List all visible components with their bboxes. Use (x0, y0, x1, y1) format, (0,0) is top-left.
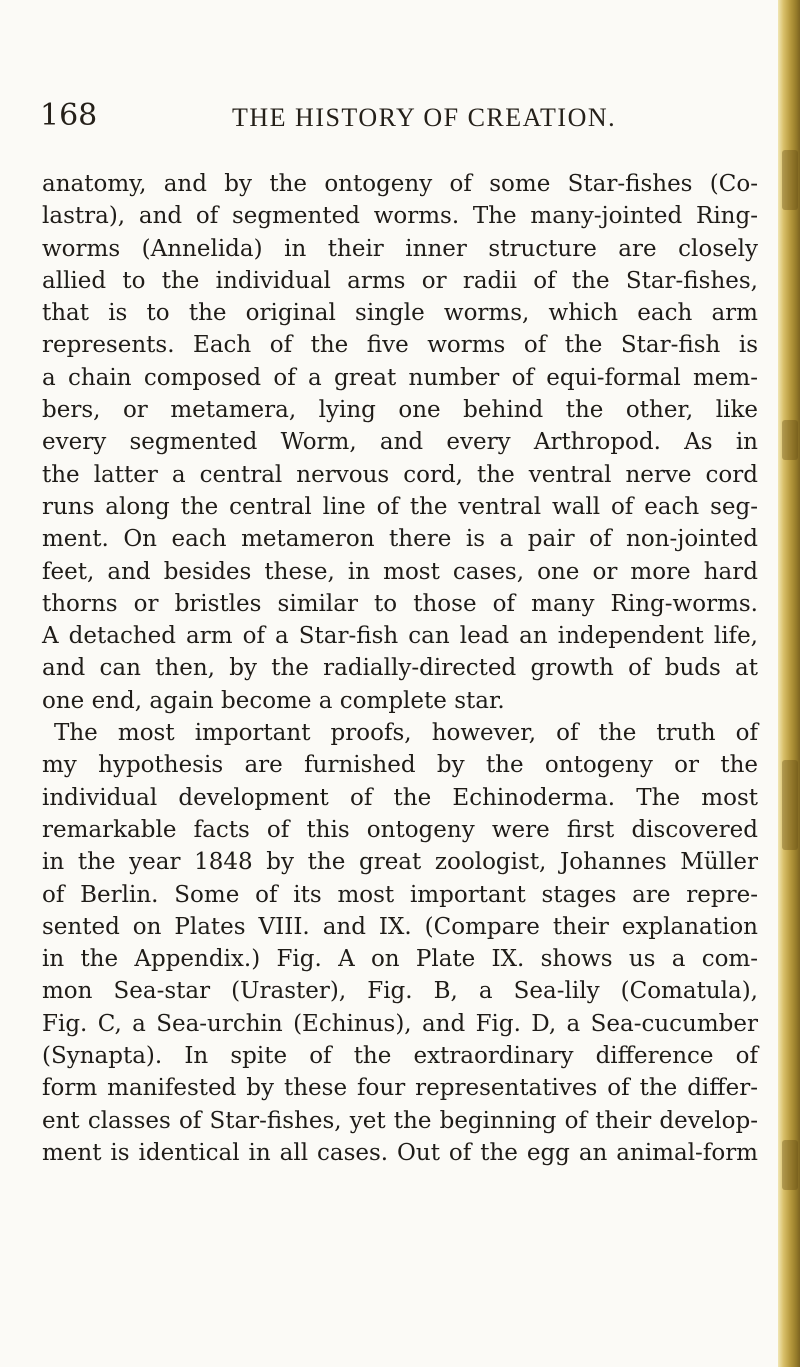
text-line: and can then, by the radially-directed growth of buds at (42, 655, 758, 682)
text-line: lastra), and of segmented worms. The many-jointed Ring- (42, 203, 758, 230)
text-line: (Synapta). In spite of the extraordinary difference of (42, 1043, 758, 1070)
running-title: THE HISTORY OF CREATION. (232, 103, 617, 132)
body-text (42, 168, 758, 1169)
edge-stain (782, 420, 798, 460)
text-line: remarkable facts of this ontogeny were first discovered (42, 816, 758, 843)
text-line: ment. On each metameron there is a pair of non-jointed (42, 526, 758, 553)
page-edge-binding (778, 0, 800, 1367)
text-line: Fig. C, a Sea-urchin (Echinus), and Fig. D, a Sea-cucumber (42, 1010, 758, 1037)
text-line: that is to the original single worms, which each arm (42, 300, 758, 327)
text-line: the latter a central nervous cord, the ventral nerve cord (42, 461, 758, 488)
text-line: individual development of the Echinoderma. The most (42, 784, 758, 811)
text-line: anatomy, and by the ontogeny of some Star-fishes (Co- (42, 171, 758, 197)
text-line: mon Sea-star (Uraster), Fig. B, a Sea-lily (Comatula), (42, 978, 758, 1005)
text-line: thorns or bristles similar to those of many Ring-worms. (42, 590, 758, 617)
text-line: A detached arm of a Star-fish can lead an independent life, (42, 623, 758, 650)
text-line: worms (Annelida) in their inner structure are closely (42, 235, 758, 262)
text-line: allied to the individual arms or radii of the Star-fishes, (42, 267, 758, 294)
text-line: my hypothesis are furnished by the ontogeny or the (42, 752, 758, 779)
paragraph-end-line: one end, again become a complete star. (42, 687, 505, 714)
text-line: feet, and besides these, in most cases, one or more hard (42, 558, 758, 585)
text-line: runs along the central line of the ventral wall of each seg- (42, 493, 758, 520)
text-line: a chain composed of a great number of equi-formal mem- (42, 364, 758, 391)
text-line: ent classes of Star-fishes, yet the beginning of their develop- (42, 1107, 758, 1134)
text-line: every segmented Worm, and every Arthropod. As in (42, 429, 758, 456)
page-header (40, 98, 750, 138)
paragraph-start-line: The most important proofs, however, of the truth of (54, 720, 758, 747)
edge-stain (782, 760, 798, 850)
text-line: represents. Each of the five worms of the Star-fish is (42, 332, 758, 359)
text-line: ment is identical in all cases. Out of the egg an animal-form (42, 1139, 758, 1166)
text-line: in the year 1848 by the great zoologist, Johannes Müller (42, 849, 758, 876)
edge-stain (782, 1140, 798, 1190)
text-line: in the Appendix.) Fig. A on Plate IX. shows us a com- (42, 946, 758, 973)
text-line: of Berlin. Some of its most important stages are repre- (42, 881, 758, 908)
text-line: form manifested by these four representatives of the differ- (42, 1075, 758, 1102)
text-line: sented on Plates VIII. and IX. (Compare their explanation (42, 913, 758, 940)
text-line: bers, or metamera, lying one behind the other, like (42, 397, 758, 424)
edge-stain (782, 150, 798, 210)
page-number: 168 (40, 98, 98, 133)
